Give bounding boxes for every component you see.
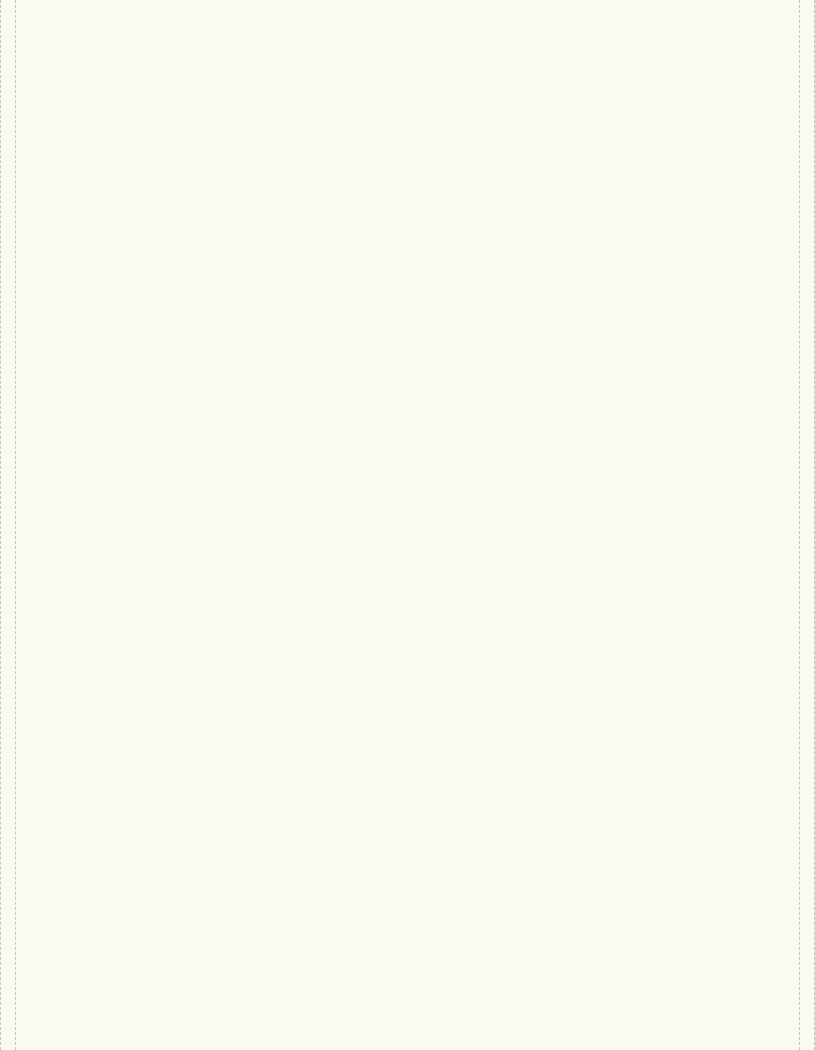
right-watermark-strip bbox=[799, 0, 815, 1050]
left-watermark-strip bbox=[0, 0, 16, 1050]
